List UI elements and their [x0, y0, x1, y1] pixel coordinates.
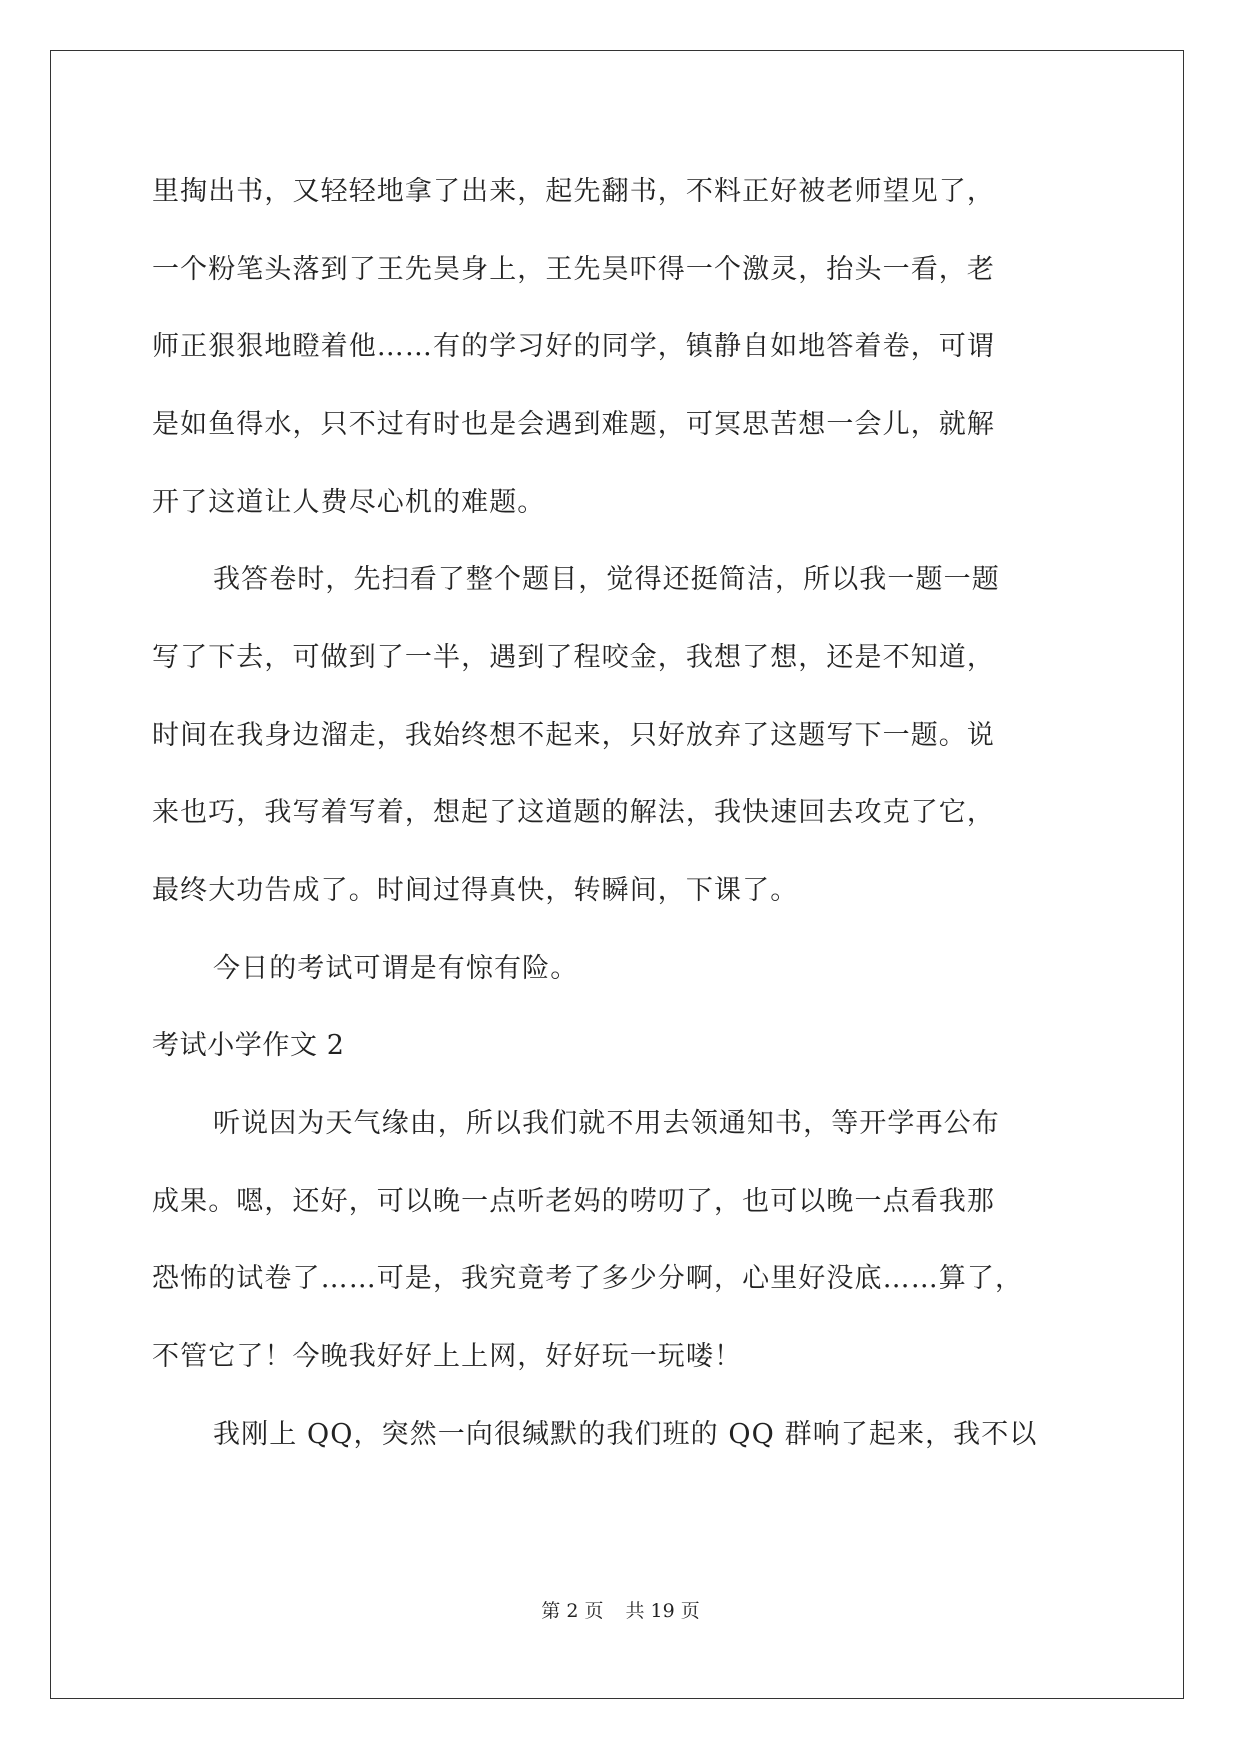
page-total: 共 19 页 — [625, 1600, 700, 1622]
section-heading: 考试小学作文 2 — [152, 1030, 345, 1061]
text-line-5: 开了这道让人费尽心机的难题。 — [152, 487, 546, 518]
text-line-16: 不管它了！今晚我好好上上网，好好玩一玩喽！ — [152, 1341, 743, 1372]
text-line-8: 时间在我身边溜走，我始终想不起来，只好放弃了这题写下一题。说 — [152, 720, 995, 751]
text-line-14: 成果。嗯，还好，可以晚一点听老妈的唠叨了，也可以晚一点看我那 — [152, 1186, 995, 1217]
page-footer — [0, 1599, 1241, 1623]
text-line-17: 我刚上 QQ，突然一向很缄默的我们班的 QQ 群响了起来，我不以 — [213, 1419, 1038, 1450]
text-line-1: 里掏出书，又轻轻地拿了出来，起先翻书，不料正好被老师望见了， — [152, 176, 995, 207]
text-line-6: 我答卷时，先扫看了整个题目，觉得还挺简洁，所以我一题一题 — [213, 564, 1000, 595]
text-line-3: 师正狠狠地瞪着他……有的学习好的同学，镇静自如地答着卷，可谓 — [152, 331, 995, 362]
text-line-7: 写了下去，可做到了一半，遇到了程咬金，我想了想，还是不知道， — [152, 642, 995, 673]
page-number: 第 2 页 — [541, 1600, 604, 1622]
text-line-15: 恐怖的试卷了……可是，我究竟考了多少分啊，心里好没底……算了， — [152, 1263, 1024, 1294]
text-line-10: 最终大功告成了。时间过得真快，转瞬间，下课了。 — [152, 875, 799, 906]
text-line-9: 来也巧，我写着写着，想起了这道题的解法，我快速回去攻克了它， — [152, 797, 995, 828]
text-line-2: 一个粉笔头落到了王先昊身上，王先昊吓得一个激灵，抬头一看，老 — [152, 254, 995, 285]
text-line-4: 是如鱼得水，只不过有时也是会遇到难题，可冥思苦想一会儿，就解 — [152, 409, 995, 440]
text-line-11: 今日的考试可谓是有惊有险。 — [213, 953, 579, 984]
text-line-13: 听说因为天气缘由，所以我们就不用去领通知书，等开学再公布 — [213, 1108, 1000, 1139]
